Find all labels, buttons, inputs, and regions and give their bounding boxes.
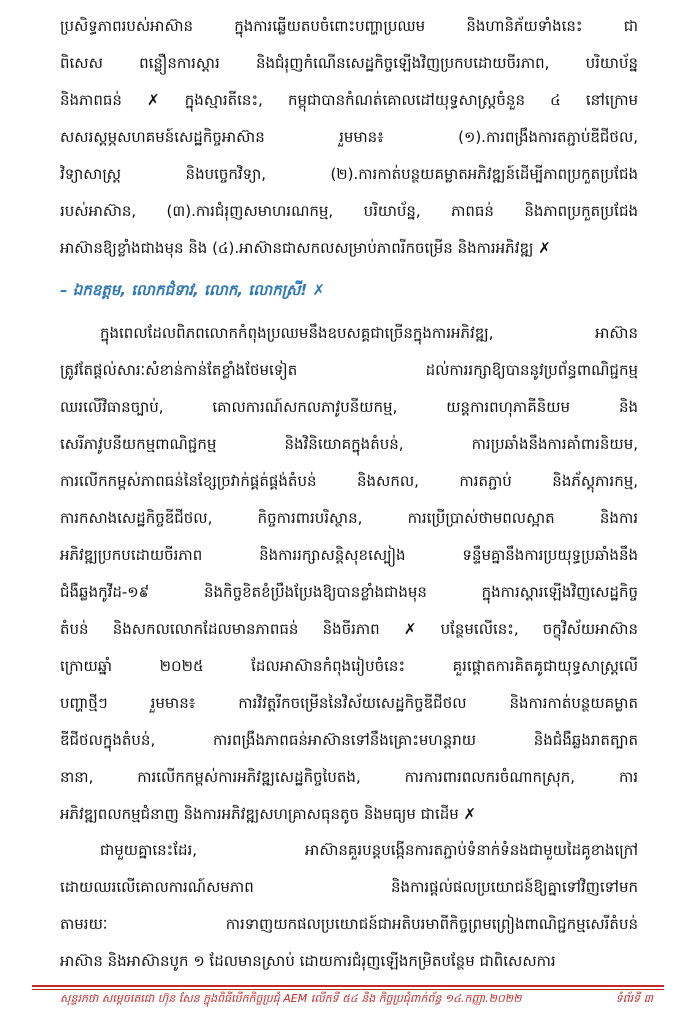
text-line: តំបន់ និងសកលលោកដែលមានភាពធន់ និងចីរភាព ✗ បន្ថែមលើនេះ, ចក្ខុវិស័យអាស៊ាន (60, 620, 638, 638)
text-line: ពិសេស ពន្លឿនការស្តារ និងជំរុញកំណើនសេដ្ឋកិច្ចឡើងវិញប្រកបដោយចីរភាព, បរិយាប័ន្ន (60, 54, 638, 72)
text-line: បញ្ហាថ្មីៗ រួមមាន៖ ការវិវត្តរីកចម្រើននៃវិស័យសេដ្ឋកិច្ចឌីជីថល និងការកាត់បន្ថយគម្លាត (60, 694, 638, 712)
text-line: ការលើកកម្ពស់ភាពធន់នៃខ្សែច្រវាក់ផ្គត់ផ្គង់តំបន់ និងសកល, ការតភ្ជាប់ និងភ័ស្តុភារកម្ម, (60, 472, 638, 490)
text-line: សេរីភាវូបនីយកម្មពាណិជ្ជកម្ម និងវិនិយោគក្នុងតំបន់, ការប្រឆាំងនឹងការគាំពារនិយម, (60, 435, 638, 453)
text-line: អភិវឌ្ឍពលកម្មជំនាញ និងការអភិវឌ្ឍសហគ្រាសធុនតូច និងមធ្យម ជាដើម ✗ (60, 805, 477, 823)
text-line: នានា, ការលើកកម្ពស់ការអភិវឌ្ឍសេដ្ឋកិច្ចបៃតង, ការការពារពលករចំណាកស្រុក, ការ (60, 768, 638, 786)
paragraph-2 (60, 315, 638, 833)
text-line: និងភាពធន់ ✗ ក្នុងស្មារតីនេះ, កម្ពុជាបានកំណត់គោលដៅយុទ្ធសាស្ត្រចំនួន ៤ នៅក្រោម (60, 91, 638, 109)
text-line: ប្រសិទ្ធភាពរបស់អាស៊ាន ក្នុងការឆ្លើយតបចំពោះបញ្ហាប្រឈម និងហានិភ័យទាំងនេះ ជា (60, 17, 638, 35)
text-line: ក្រោយឆ្នាំ ២០២៥ ដែលអាស៊ានកំពុងរៀបចំនេះ គួរផ្តោតការគិតគូជាយុទ្ធសាស្ត្រលើ (60, 657, 638, 675)
footer-title: សុន្ទរកថា សម្តេចតេជោ ហ៊ុន សែន ក្នុងពិធីបើកកិច្ចប្រជុំ AEM លើកទី ៥៤ និង កិច្ចប្រជុំពាក់ព័ន្ធ ១៤.កញ្ញា.២០២២ (60, 992, 522, 1005)
footer-divider (32, 985, 664, 987)
text-line: ការកសាងសេដ្ឋកិច្ចឌីជីថល, កិច្ចការពារបរិស្ថាន, ការប្រើប្រាស់ថាមពលស្អាត និងការ (60, 509, 638, 527)
text-line: សសរស្តម្ភសហគមន៍សេដ្ឋកិច្ចអាស៊ាន រួមមាន៖ (១).ការពង្រឹងការតភ្ជាប់ឌីជីថល, (60, 128, 638, 146)
text-line: ជាមួយគ្នានេះដែរ, អាស៊ានគួរបន្តបង្កើនការតភ្ជាប់ទំនាក់ទំនងជាមួយដៃគូខាងក្រៅ (100, 841, 638, 859)
text-line: អភិវឌ្ឍប្រកបដោយចីរភាព និងការរក្សាសន្តិសុខស្បៀង ទន្ទឹមគ្នានឹងការប្រយុទ្ធប្រឆាំងនឹង (60, 546, 638, 564)
text-line: ដោយឈរលើគោលការណ៍សមភាព និងការផ្តល់ផលប្រយោជន៍ឱ្យគ្នាទៅវិញទៅមក (60, 878, 638, 896)
text-line: តាមរយៈ ការទាញយកផលប្រយោជន៍ជាអតិបរមាពីកិច្ចព្រមព្រៀងពាណិជ្ជកម្មសេរីតំបន់ (60, 915, 638, 933)
paragraph-1 (60, 8, 638, 267)
text-line: ជំងឺឆ្លងកូវីដ-១៩ និងកិច្ចខិតខំប្រឹងប្រែងឱ្យបានខ្លាំងជាងមុន ក្នុងការស្តារឡើងវិញសេដ្ឋកិច្ច (60, 583, 638, 601)
text-line: ក្នុងពេលដែលពិភពលោកកំពុងប្រឈមនឹងឧបសគ្គជាច្រើនក្នុងការអភិវឌ្ឍ, អាស៊ាន (100, 324, 638, 342)
paragraph-3 (60, 832, 638, 980)
text-line: របស់អាស៊ាន, (៣).ការជំរុញសមាហរណកម្ម, បរិយាប័ន្ន, ភាពធន់ និងភាពប្រកួតប្រជែង (60, 202, 638, 220)
text-line: ត្រូវតែផ្តល់សារៈសំខាន់កាន់តែខ្លាំងថែមទៀត ដល់ការរក្សាឱ្យបាននូវប្រព័ន្ធពាណិជ្ជកម្ម (60, 361, 638, 379)
text-line: ឈរលើវិធានច្បាប់, គោលការណ៍សកលភាវូបនីយកម្ម, យន្តការពហុភាគីនិយម និង (60, 398, 638, 416)
text-line: អាស៊ានឱ្យខ្លាំងជាងមុន និង (៤).អាស៊ានជាសកលសម្រាប់ភាពរីកចម្រើន និងការអភិវឌ្ឍ ✗ (60, 239, 551, 257)
salutation-heading: – ឯកឧត្តម, លោកជំទាវ, លោក, លោកស្រី! ✗ (60, 281, 326, 299)
text-line: ឌីជីថលក្នុងតំបន់, ការពង្រឹងភាពធន់អាស៊ានទៅនឹងគ្រោះមហន្តរាយ និងជំងឺឆ្លងរាតត្បាត (60, 731, 638, 749)
text-line: វិទ្យាសាស្ត្រ និងបច្ចេកវិទ្យា, (២).ការកាត់បន្ថយគម្លាតអភិវឌ្ឍន៍ដើម្បីភាពប្រកួតប្រជែង (60, 165, 638, 183)
text-line: អាស៊ាន និងអាស៊ានបូក ១ ដែលមានស្រាប់ ដោយការជំរុញឡើងកម្រិតបន្ថែម ជាពិសេសការ (60, 952, 556, 970)
footer-divider-thin (32, 989, 664, 990)
page-number: ទំព័រទី ៣ (615, 992, 653, 1005)
